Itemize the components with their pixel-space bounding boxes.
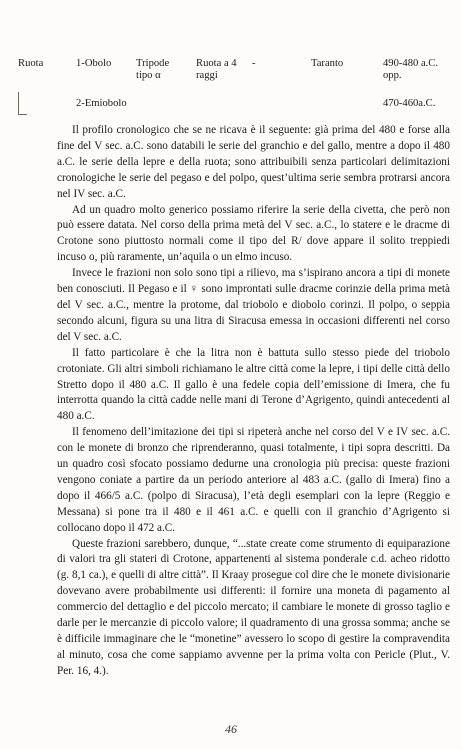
paragraph: Il fenomeno dell’imitazione dei tipi si ripeterà anche nel corso del V e IV sec. a.C. con le monete di bronzo che riprenderanno, quasi totalmente, i tipi sopra descritti. Da un quadro così sfocato possiamo dedurne una cronologia più precisa: queste frazioni vengono coniate a partire da un periodo anteriore al 483 a.C. (gallo di Imera) fino a dopo il 466/5 a.C. (polpo di Siracusa), l’età degli esemplari con la lepre (Reggio e Messana) si pone tra il 480 e il 461 a.C. e quelli con il granchio d’Agrigento si collocano dopo il 472 a.C. bbox=[57, 426, 450, 534]
table-cell: 1-Obolo bbox=[76, 58, 112, 69]
paragraph: Queste frazioni sarebbero, dunque, “...state create come strumento di equiparazione di valori tra gli stateri di Crotone, appartenenti al sistema ponderale c.d. acheo ridotto (g. 8,1 ca.), e quelli di altre città”. Il Kraay prosegue col dire che le monete divisionarie dovevano avere probabilmente usi differenti: il fornire una moneta di pagamento al commercio del dettaglio e del piccolo mercato; il cambiare le monete di grosso taglio e darle per le mercanzie di piccolo valore; il quadramento di una grossa somma; anche se è difficile immaginare che le “monetine” avessero lo scopo di gestire la compravendita al minuto, cosa che come sappiamo avvenne per la prima volta con Pericle (Plut., V. Per. 16, 4.). bbox=[57, 537, 450, 677]
table-cell: Tripode bbox=[136, 58, 170, 69]
table-cell: Ruota a 4 bbox=[196, 58, 237, 69]
body-text bbox=[57, 123, 450, 680]
paragraph: Il fatto particolare è che la litra non è battuta sullo stesso piede del triobolo crotoniate. Gli altri simboli richiamano le altre città come la lepre, i tipi delle città dello Stretto dopo il 480 a.C. Il gallo è una fedele copia dell’emissione di Imera, che fu interrotta quando la città cadde nelle mani di Terone d’Agrigento, quindi antecedenti al 480 a.C. bbox=[57, 346, 450, 423]
table-cell: opp. bbox=[383, 70, 402, 81]
table-cell: Taranto bbox=[311, 58, 344, 69]
table-cell: tipo α bbox=[136, 70, 161, 81]
table-bracket bbox=[18, 92, 27, 115]
table-cell: 470-460a.C. bbox=[383, 98, 436, 109]
table-cell: Ruota bbox=[18, 58, 44, 69]
table-cell: - bbox=[252, 58, 256, 69]
table-cell: raggi bbox=[196, 70, 218, 81]
paragraph: Invece le frazioni non solo sono tipi a rilievo, ma s’ispirano ancora a tipi di monete ben conosciuti. Il Pegaso e il ♀ sono improntati sulle dracme corinzie della prima metà del V sec. a.C., mentre la protome, dal triobolo e diobolo corinzi. Il polpo, o seppia secondo alcuni, figura su una litra di Siracusa emessa in occasioni differenti nel corso del V sec. a.C. bbox=[57, 267, 450, 343]
paragraph: Ad un quadro molto generico possiamo riferire la serie della civetta, che però non può essere datata. Nel corso della prima metà del V sec. a.C., lo statere e le dracme di Crotone sono piuttosto normali come il tipo del R/ dove appare il solito treppiedi incuso o, più raramente, un’aquila o un elmo incuso. bbox=[57, 203, 450, 264]
paragraph: Il profilo cronologico che se ne ricava è il seguente: già prima del 480 e forse alla fine del V sec. a.C. sono databili le serie del granchio e del gallo, mentre a dopo il 480 a.C. le serie della lepre e della ruota; sono attribuibili senza particolari delimitazioni cronologiche le serie del pegaso e del polpo, quest’ultima serie sembra protrarsi ancora nel IV sec. a.C. bbox=[57, 124, 450, 200]
table-cell: 490-480 a.C. bbox=[383, 58, 439, 69]
page-number: 46 bbox=[225, 722, 237, 736]
table-cell: 2-Emiobolo bbox=[76, 98, 127, 109]
